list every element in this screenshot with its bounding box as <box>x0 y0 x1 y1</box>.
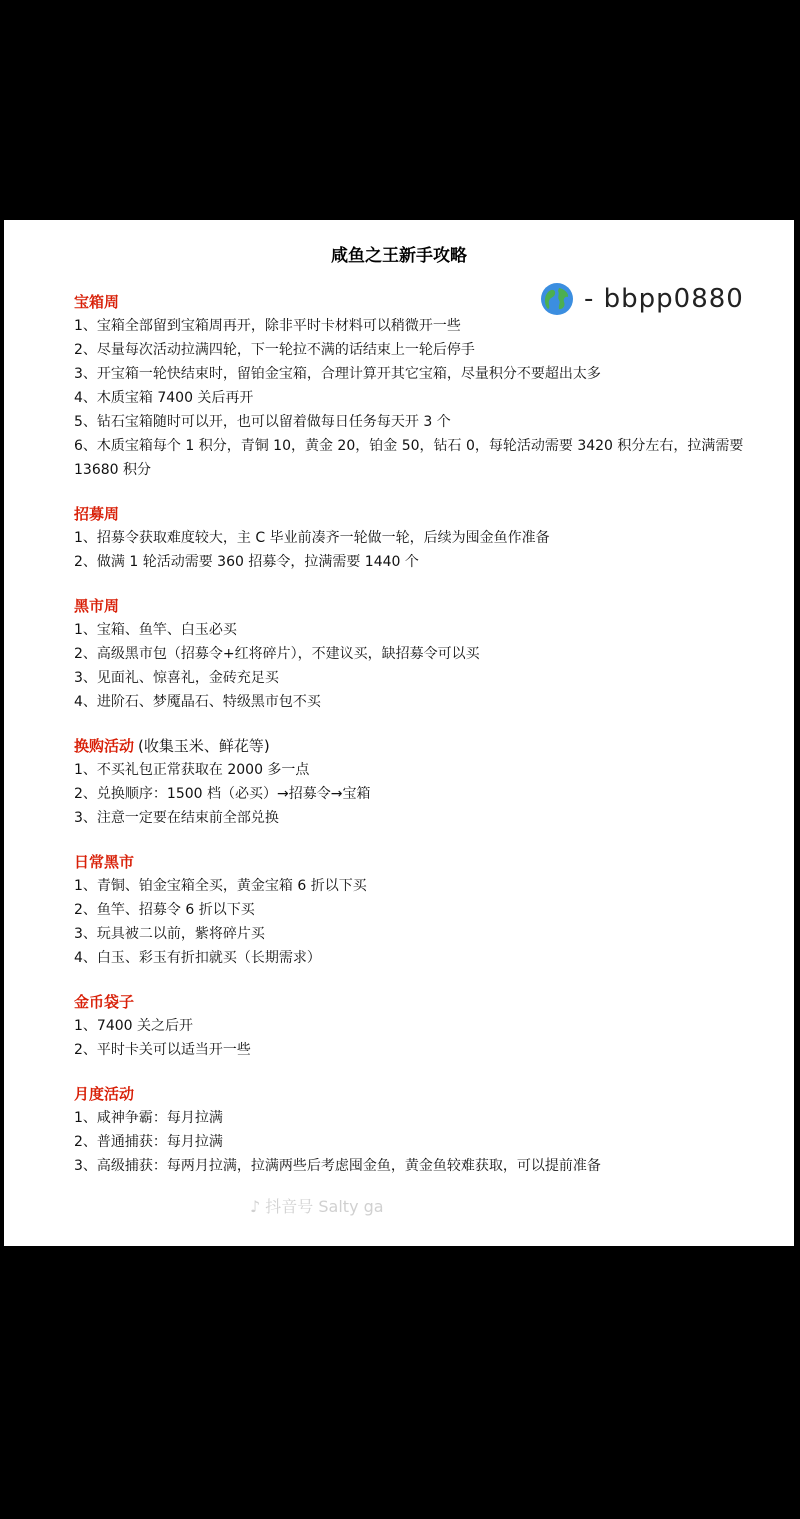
section <box>74 594 770 714</box>
section <box>74 734 770 830</box>
list-item: 3、玩具被二以前，紫将碎片买 <box>74 926 265 942</box>
section-heading-text: 黑市周 <box>74 597 120 615</box>
watermark-text: - bbpp0880 <box>584 284 744 314</box>
list-item: 1、不买礼包正常获取在 2000 多一点 <box>74 762 310 778</box>
section-heading <box>74 1082 770 1106</box>
section-heading-text: 宝箱周 <box>74 293 120 311</box>
list-item: 4、白玉、彩玉有折扣就买（长期需求） <box>74 950 321 966</box>
list-item: 1、招募令获取难度较大，主 C 毕业前凑齐一轮做一轮，后续为囤金鱼作准备 <box>74 530 550 546</box>
list-item: 2、尽量每次活动拉满四轮，下一轮拉不满的话结束上一轮后停手 <box>74 342 475 358</box>
list-item: 2、普通捕获：每月拉满 <box>74 1134 223 1150</box>
sections-container <box>74 290 770 1178</box>
section-heading-note: (收集玉米、鲜花等) <box>138 737 270 755</box>
list-item: 2、鱼竿、招募令 6 折以下买 <box>74 902 255 918</box>
list-item: 3、注意一定要在结束前全部兑换 <box>74 810 279 826</box>
list-item: 2、兑换顺序：1500 档（必买）→招募令→宝箱 <box>74 786 371 802</box>
list-item: 1、宝箱、鱼竿、白玉必买 <box>74 622 237 638</box>
page-title: 咸鱼之王新手攻略 <box>331 246 467 266</box>
section <box>74 990 770 1062</box>
section-heading <box>74 734 770 758</box>
globe-icon <box>540 282 574 316</box>
list-item: 1、7400 关之后开 <box>74 1018 193 1034</box>
section-heading-text: 金币袋子 <box>74 993 135 1011</box>
list-item: 3、高级捕获：每两月拉满，拉满两些后考虑囤金鱼，黄金鱼较难获取，可以提前准备 <box>74 1158 601 1174</box>
list-item: 4、木质宝箱 7400 关后再开 <box>74 390 254 406</box>
list-item: 2、平时卡关可以适当开一些 <box>74 1042 251 1058</box>
section-heading-text: 日常黑市 <box>74 853 135 871</box>
document-page <box>4 220 794 1246</box>
section <box>74 1082 770 1178</box>
section <box>74 290 770 482</box>
section <box>74 502 770 574</box>
section-heading-text: 招募周 <box>74 505 120 523</box>
list-item: 3、开宝箱一轮快结束时，留铂金宝箱，合理计算开其它宝箱，尽量积分不要超出太多 <box>74 366 601 382</box>
list-item: 4、进阶石、梦魇晶石、特级黑市包不买 <box>74 694 321 710</box>
section-heading <box>74 594 770 618</box>
list-item: 1、青铜、铂金宝箱全买，黄金宝箱 6 折以下买 <box>74 878 367 894</box>
list-item: 3、见面礼、惊喜礼，金砖充足买 <box>74 670 279 686</box>
list-item: 2、做满 1 轮活动需要 360 招募令，拉满需要 1440 个 <box>74 554 419 570</box>
list-item: 1、宝箱全部留到宝箱周再开，除非平时卡材料可以稍微开一些 <box>74 318 461 334</box>
list-item: 1、咸神争霸：每月拉满 <box>74 1110 223 1126</box>
section <box>74 850 770 970</box>
section-heading-text: 月度活动 <box>74 1085 135 1103</box>
section-heading <box>74 990 770 1014</box>
section-heading <box>74 850 770 874</box>
list-item: 5、钻石宝箱随时可以开，也可以留着做每日任务每天开 3 个 <box>74 414 451 430</box>
tiktok-watermark: ♪ 抖音号 Salty ga <box>250 1197 384 1216</box>
watermark <box>540 282 744 316</box>
section-heading <box>74 502 770 526</box>
list-item: 2、高级黑市包（招募令+红将碎片），不建议买，缺招募令可以买 <box>74 646 480 662</box>
list-item: 6、木质宝箱每个 1 积分，青铜 10，黄金 20，铂金 50，钻石 0，每轮活动需要 3420 积分左右，拉满需要 13680 积分 <box>74 438 744 478</box>
section-heading-text: 换购活动 <box>74 737 135 755</box>
